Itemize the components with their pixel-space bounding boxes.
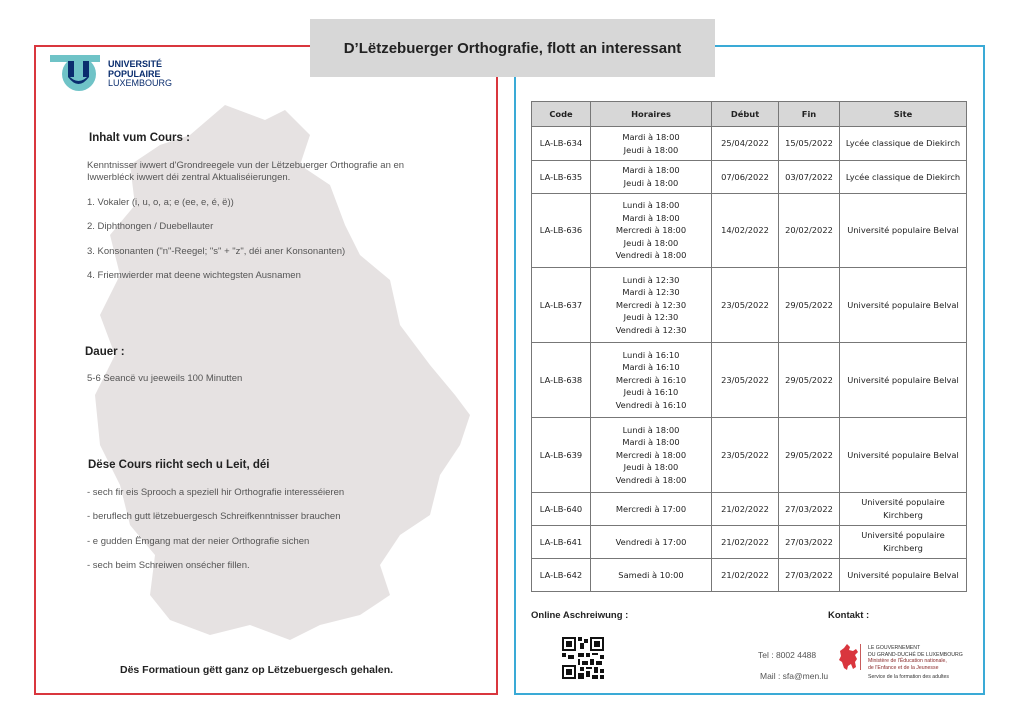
contact-phone: Tel : 8002 4488	[758, 650, 817, 660]
cell-fin: 20/02/2022	[779, 194, 840, 268]
intro-line-2: Iwwerbléck iwwert déi zentral Aktualiséierungen.	[87, 172, 291, 183]
cell-fin: 29/05/2022	[779, 343, 840, 418]
schedule-slot: Vendredi à 18:00	[615, 250, 687, 261]
cell-fin: 15/05/2022	[779, 127, 840, 161]
cell-site: Université populaire Belval	[840, 559, 967, 592]
gov-line-5: Service de la formation des adultes	[868, 674, 950, 680]
audience-heading: Dëse Cours riicht sech u Leit, déi	[88, 459, 270, 471]
logo-line1: UNIVERSITÉ	[108, 59, 163, 69]
schedule-slot: Lundi à 18:00	[622, 424, 680, 435]
cell-horaires	[591, 418, 712, 493]
schedule-slot: Jeudi à 12:30	[623, 312, 679, 323]
cell-debut: 14/02/2022	[712, 194, 779, 268]
schedule-slot: Samedi à 10:00	[618, 569, 684, 580]
audience-item-2: - beruflech gutt lëtzebuergesch Schreifkenntnisser brauchen	[87, 511, 341, 522]
schedule-slot: Jeudi à 18:00	[623, 237, 679, 248]
cell-debut: 23/05/2022	[712, 418, 779, 493]
schedule-slot: Mardi à 12:30	[622, 287, 680, 298]
audience-item-4: - sech beim Schreiwen onsécher fillen.	[87, 560, 250, 571]
logo-u-icon	[50, 55, 100, 93]
col-header-site: Site	[840, 102, 967, 127]
content-item-2: 2. Diphthongen / Duebellauter	[87, 221, 214, 232]
logo-line2: POPULAIRE	[108, 68, 161, 79]
intro-line-1: Kenntnisser iwwert d'Grondreegele vun der Lëtzebuerger Orthografie an en	[87, 160, 405, 171]
page-title: D’Lëtzebuerger Orthografie, flott an interessant	[343, 39, 682, 57]
cell-code: LA-LB-634	[532, 127, 591, 161]
schedule-slot: Mardi à 18:00	[622, 437, 680, 448]
audience-item-1: - sech fir eis Sprooch a speziell hir Orthografie interesséieren	[87, 487, 345, 498]
cell-debut: 21/02/2022	[712, 559, 779, 592]
red-lion-crest-icon	[836, 642, 862, 672]
gov-line-4: de l'Enfance et de la Jeunesse	[868, 664, 939, 671]
schedule-slot: Mercredi à 18:00	[615, 449, 687, 460]
gov-line-2: DU GRAND-DUCHÉ DE LUXEMBOURG	[868, 651, 963, 658]
cell-code: LA-LB-635	[532, 161, 591, 194]
schedule-slot: Mercredi à 12:30	[615, 299, 687, 310]
schedule-slot: Mardi à 18:00	[622, 212, 680, 223]
cell-debut: 07/06/2022	[712, 161, 779, 194]
cell-debut: 25/04/2022	[712, 127, 779, 161]
schedule-slot: Vendredi à 16:10	[615, 399, 687, 410]
content-item-3: 3. Konsonanten ("n"-Reegel; "s" + "z", déi aner Konsonanten)	[87, 246, 346, 257]
cell-code: LA-LB-636	[532, 194, 591, 268]
schedule-slot: Lundi à 12:30	[622, 274, 680, 285]
cell-code: LA-LB-640	[532, 493, 591, 526]
dauer-text: 5-6 Seancë vu jeeweils 100 Minutten	[87, 373, 243, 384]
gov-line-1: LE GOUVERNEMENT	[868, 645, 921, 651]
table-row	[532, 526, 967, 559]
schedule-slot: Mardi à 16:10	[622, 362, 680, 373]
table-row	[532, 418, 967, 493]
language-note: Dës Formatioun gëtt ganz op Lëtzebuergesch gehalen.	[120, 664, 394, 676]
cell-site: Université populaire Belval	[840, 343, 967, 418]
cell-site: Université populaire Kirchberg	[840, 493, 967, 526]
cell-code: LA-LB-642	[532, 559, 591, 592]
table-row	[532, 268, 967, 343]
schedule-slot: Jeudi à 18:00	[623, 144, 679, 155]
schedule-slot: Lundi à 16:10	[622, 349, 680, 360]
schedule-slot: Mercredi à 18:00	[615, 225, 687, 236]
schedule-slot: Jeudi à 18:00	[623, 178, 679, 188]
content-item-1: 1. Vokaler (i, u, o, a; e (ee, e, é, ë))	[87, 197, 234, 208]
schedule-slot: Lundi à 18:00	[622, 200, 680, 211]
schedule-slot: Vendredi à 17:00	[615, 536, 687, 547]
cell-code: LA-LB-637	[532, 268, 591, 343]
gov-line-3: Ministère de l'Éducation nationale,	[868, 658, 947, 664]
cell-horaires	[591, 493, 712, 526]
qr-code-icon[interactable]	[562, 637, 604, 679]
table-header-row	[532, 102, 967, 127]
cell-fin: 27/03/2022	[779, 493, 840, 526]
government-logo-text	[868, 645, 963, 681]
table-row	[532, 194, 967, 268]
title-banner	[310, 19, 715, 77]
cell-site: Université populaire Belval	[840, 418, 967, 493]
logo-wordmark	[108, 60, 172, 89]
cell-debut: 21/02/2022	[712, 526, 779, 559]
dauer-heading: Dauer :	[85, 346, 125, 358]
table-row	[532, 493, 967, 526]
cell-horaires	[591, 194, 712, 268]
col-header-horaires: Horaires	[591, 102, 712, 127]
logo-line3: LUXEMBOURG	[108, 78, 173, 88]
cell-debut: 23/05/2022	[712, 343, 779, 418]
cell-site: Université populaire Belval	[840, 194, 967, 268]
schedule-table	[531, 101, 967, 592]
contact-email[interactable]: Mail : sfa@men.lu	[760, 671, 829, 681]
col-header-fin: Fin	[779, 102, 840, 127]
schedule-slot: Vendredi à 18:00	[615, 474, 687, 485]
cell-site: Université populaire Belval	[840, 268, 967, 343]
university-logo	[50, 55, 180, 95]
table-row	[532, 127, 967, 161]
cell-debut: 21/02/2022	[712, 493, 779, 526]
cell-horaires	[591, 526, 712, 559]
cell-code: LA-LB-639	[532, 418, 591, 493]
cell-horaires	[591, 343, 712, 418]
cell-fin: 29/05/2022	[779, 418, 840, 493]
cell-fin: 27/03/2022	[779, 559, 840, 592]
schedule-table-body	[532, 127, 967, 592]
cell-code: LA-LB-641	[532, 526, 591, 559]
cell-site: Lycée classique de Diekirch	[840, 161, 967, 194]
content-item-4: 4. Friemwierder mat deene wichtegsten Ausnamen	[87, 270, 301, 281]
cell-horaires	[591, 161, 712, 194]
cell-code: LA-LB-638	[532, 343, 591, 418]
audience-item-3: - e gudden Ëmgang mat der neier Orthografie sichen	[87, 536, 310, 547]
online-registration-label: Online Aschreiwung :	[531, 610, 629, 621]
cell-fin: 03/07/2022	[779, 161, 840, 194]
col-header-code: Code	[532, 102, 591, 127]
cell-fin: 27/03/2022	[779, 526, 840, 559]
cell-horaires	[591, 559, 712, 592]
cell-debut: 23/05/2022	[712, 268, 779, 343]
cell-site: Université populaire Kirchberg	[840, 526, 967, 559]
schedule-slot: Mardi à 18:00	[622, 131, 680, 142]
cell-fin: 29/05/2022	[779, 268, 840, 343]
table-row	[532, 559, 967, 592]
col-header-debut: Début	[712, 102, 779, 127]
schedule-slot: Vendredi à 12:30	[615, 324, 687, 335]
schedule-slot: Mercredi à 17:00	[615, 503, 687, 514]
cell-horaires	[591, 127, 712, 161]
cell-site: Lycée classique de Diekirch	[840, 127, 967, 161]
schedule-slot: Jeudi à 16:10	[623, 387, 679, 398]
table-row	[532, 343, 967, 418]
cell-horaires	[591, 268, 712, 343]
inhalt-heading: Inhalt vum Cours :	[89, 132, 190, 144]
table-row	[532, 161, 967, 194]
schedule-slot: Mercredi à 16:10	[615, 374, 687, 385]
contact-label: Kontakt :	[828, 610, 870, 621]
schedule-slot: Jeudi à 18:00	[623, 462, 679, 473]
schedule-slot: Mardi à 18:00	[622, 165, 680, 176]
